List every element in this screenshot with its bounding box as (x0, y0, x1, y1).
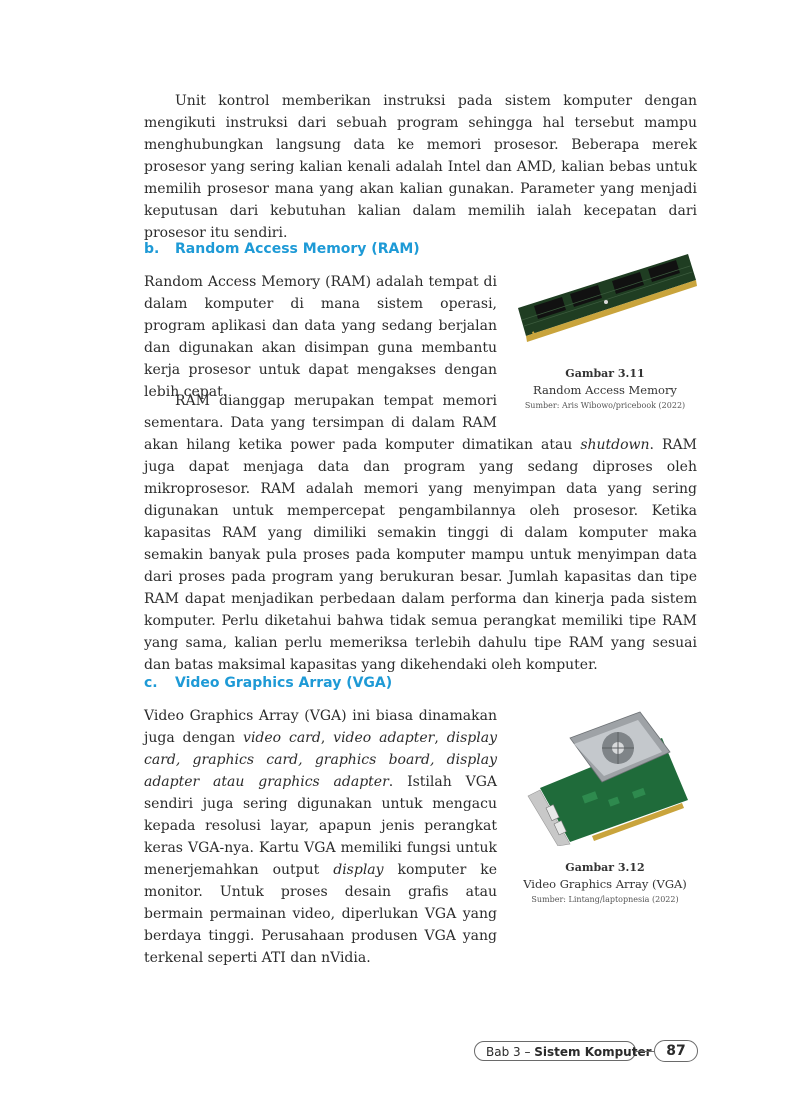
vga-text-4: . Istilah VGA sendiri juga sering digunakan untuk mengacu kepada resolusi layar, apapun jenis perangkat keras VGA-nya. Kartu VGA memiliki fungsi untuk menerjemahkan output (144, 774, 497, 878)
vga-card-image (512, 704, 698, 846)
ram-paragraph-1: Random Access Memory (RAM) adalah tempat di dalam komputer di mana sistem operasi, program aplikasi dan data yang sedang berjalan dan digunakan akan disimpan guna membantu kerja prosesor untuk dapat mengakses dengan lebih cepat. (144, 274, 497, 400)
page-number: 87 (654, 1040, 698, 1062)
section-title: Random Access Memory (RAM) (175, 241, 420, 257)
section-number: b. (144, 241, 160, 257)
ram-text-b: . RAM juga dapat menjaga data dan program yang sedang diproses oleh mikroprosesor. RAM adalah memori yang menyimpan data yang sering digunakan untuk mempercepat pengambilannya oleh prosesor. Ketika kapasitas RAM yang dimiliki semakin tinggi di dalam komputer maka semakin banyak pula proses pada komputer mampu untuk menyimpan data dari proses pada program yang berukuran besar. Jumlah kapasitas dan tipe RAM dapat menjadikan perbedaan dalam performa dan kinerja pada sistem komputer. Perlu diketahui bahwa tidak semua perangkat memiliki tipe RAM yang sama, kalian perlu memeriksa terlebih dahulu tipe RAM yang sesuai dan batas maksimal kapasitas yang dikehendaki oleh komputer. (144, 437, 697, 673)
section-heading-vga (144, 675, 392, 691)
vga-text-5: komputer ke monitor. Untuk proses desain grafis atau bermain permainan video, diperlukan VGA yang berdaya tinggi. Perusahaan produsen VGA yang terkenal seperti ATI dan nVidia. (144, 862, 497, 966)
ram-paragraph-2 (144, 390, 697, 676)
section-title: Video Graphics Array (VGA) (175, 675, 393, 691)
chapter-title: Sistem Komputer (534, 1045, 652, 1059)
vga-paragraph (144, 705, 497, 969)
figure-caption: Video Graphics Array (VGA) (523, 877, 687, 891)
figure-label: Gambar 3.11 (565, 367, 645, 380)
figure-source: Sumber: Lintang/laptopnesia (2022) (531, 895, 679, 904)
figure-source: Sumber: Aris Wibowo/pricebook (2022) (524, 401, 686, 410)
vga-text-3: , (434, 730, 447, 746)
figure-vga (512, 704, 698, 907)
intro-paragraph: Unit kontrol memberikan instruksi pada sistem komputer dengan mengikuti instruksi dari sebuah program sehingga hal tersebut mampu menghubungkan langsung data ke memori prosesor. Beberapa merek prosesor yang sering kalian kenali adalah Intel dan AMD, kalian bebas untuk memilih prosesor mana yang akan kalian gunakan. Parameter yang menjadi keputusan dari kebutuhan kalian dalam memilih ialah kecepatan dari prosesor itu sendiri. (144, 93, 697, 241)
vga-text-1: Video Graphics Array (VGA) ini biasa dinamakan juga dengan (144, 708, 497, 746)
ram-text-a: RAM dianggap merupakan tempat memori sementara. Data yang tersimpan di dalam RAM akan hilang ketika power pada komputer dimatikan atau (144, 393, 581, 453)
vga-text-em2: video adapter (333, 730, 435, 746)
vga-text-em3: display card, graphics card, graphics board, display adapter atau graphics adapter (144, 730, 498, 790)
section-number: c. (144, 675, 158, 691)
chapter-label (474, 1041, 652, 1061)
vga-text-em1: video card (243, 730, 321, 746)
figure-caption: Random Access Memory (533, 383, 677, 397)
figure-ram (512, 246, 698, 413)
section-heading-ram (144, 241, 420, 257)
ram-text-em: shutdown (580, 437, 650, 453)
footer-divider (636, 1051, 654, 1052)
ram-module-image (512, 246, 698, 356)
figure-label: Gambar 3.12 (565, 861, 645, 874)
chapter-prefix: Bab 3 – (486, 1045, 535, 1059)
vga-text-em4: display (333, 862, 384, 878)
vga-text-2: , (320, 730, 334, 746)
